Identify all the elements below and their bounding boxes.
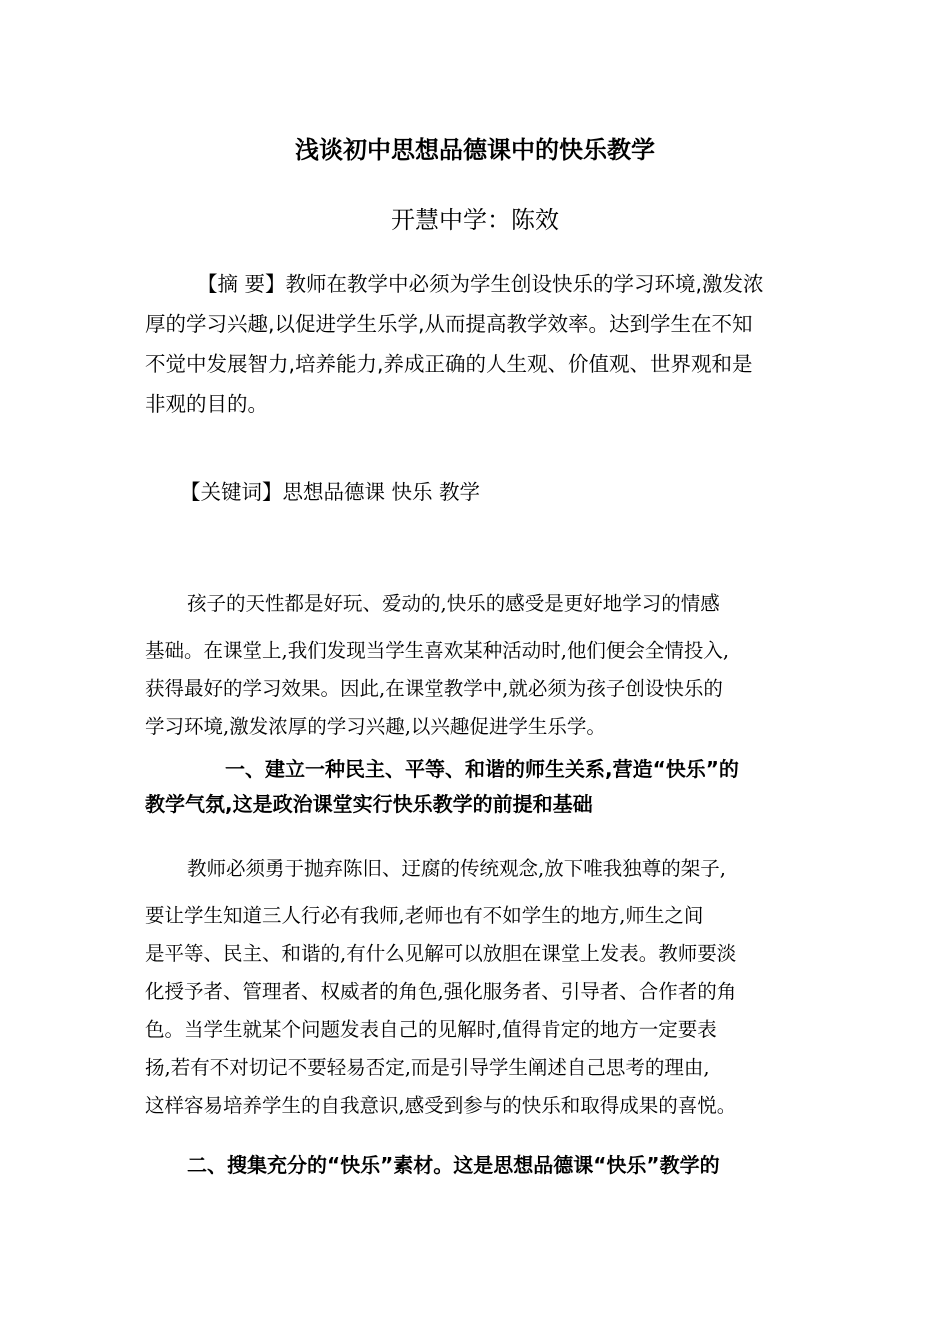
paragraph-line: 色。当学生就某个问题发表自己的见解时,值得肯定的地方一定要表 — [145, 1018, 717, 1041]
abstract-line: 不觉中发展智力,培养能力,养成正确的人生观、价值观、世界观和是 — [145, 352, 753, 376]
body-paragraph-2 — [145, 850, 810, 1125]
paragraph-line: 是平等、民主、和谐的,有什么见解可以放胆在课堂上发表。教师要淡 — [145, 942, 737, 965]
paragraph-line: 扬,若有不对切记不要轻易否定,而是引导学生阐述自己思考的理由, — [145, 1056, 710, 1079]
paragraph-line: 学习环境,激发浓厚的学习兴趣,以兴趣促进学生乐学。 — [145, 715, 606, 738]
heading-line: 一、建立一种民主、平等、和谐的师生关系,营造“快乐”的 — [225, 757, 739, 781]
abstract-line: 非观的目的。 — [145, 392, 268, 416]
author-line: 开慧中学：陈效 — [391, 206, 559, 234]
abstract-line: 【摘 要】教师在教学中必须为学生创设快乐的学习环境,激发浓 — [197, 272, 764, 296]
paragraph-line: 获得最好的学习效果。因此,在课堂教学中,就必须为孩子创设快乐的 — [145, 677, 723, 700]
keywords-line: 【关键词】思想品德课 快乐 教学 — [180, 480, 481, 504]
body-paragraph-1 — [145, 585, 810, 746]
abstract-paragraph — [145, 264, 810, 424]
paragraph-line: 要让学生知道三人行必有我师,老师也有不如学生的地方,师生之间 — [145, 904, 704, 927]
paragraph-line: 孩子的天性都是好玩、爱动的,快乐的感受是更好地学习的情感 — [187, 592, 720, 615]
paragraph-line: 化授予者、管理者、权威者的角色,强化服务者、引导者、合作者的角 — [145, 980, 737, 1003]
section-heading-1 — [145, 752, 810, 822]
paragraph-line: 教师必须勇于抛弃陈旧、迂腐的传统观念,放下唯我独尊的架子, — [187, 857, 726, 880]
heading-line: 教学气氛,这是政治课堂实行快乐教学的前提和基础 — [145, 792, 593, 816]
section-heading-2 — [145, 1147, 810, 1183]
abstract-line: 厚的学习兴趣,以促进学生乐学,从而提高教学效率。达到学生在不知 — [145, 312, 753, 336]
document-title: 浅谈初中思想品德课中的快乐教学 — [295, 136, 655, 164]
heading-line: 二、搜集充分的“快乐”素材。这是思想品德课“快乐”教学的 — [187, 1153, 720, 1177]
paragraph-line: 这样容易培养学生的自我意识,感受到参与的快乐和取得成果的喜悦。 — [145, 1094, 737, 1117]
paragraph-line: 基础。在课堂上,我们发现当学生喜欢某种活动时,他们便会全情投入, — [145, 639, 730, 662]
